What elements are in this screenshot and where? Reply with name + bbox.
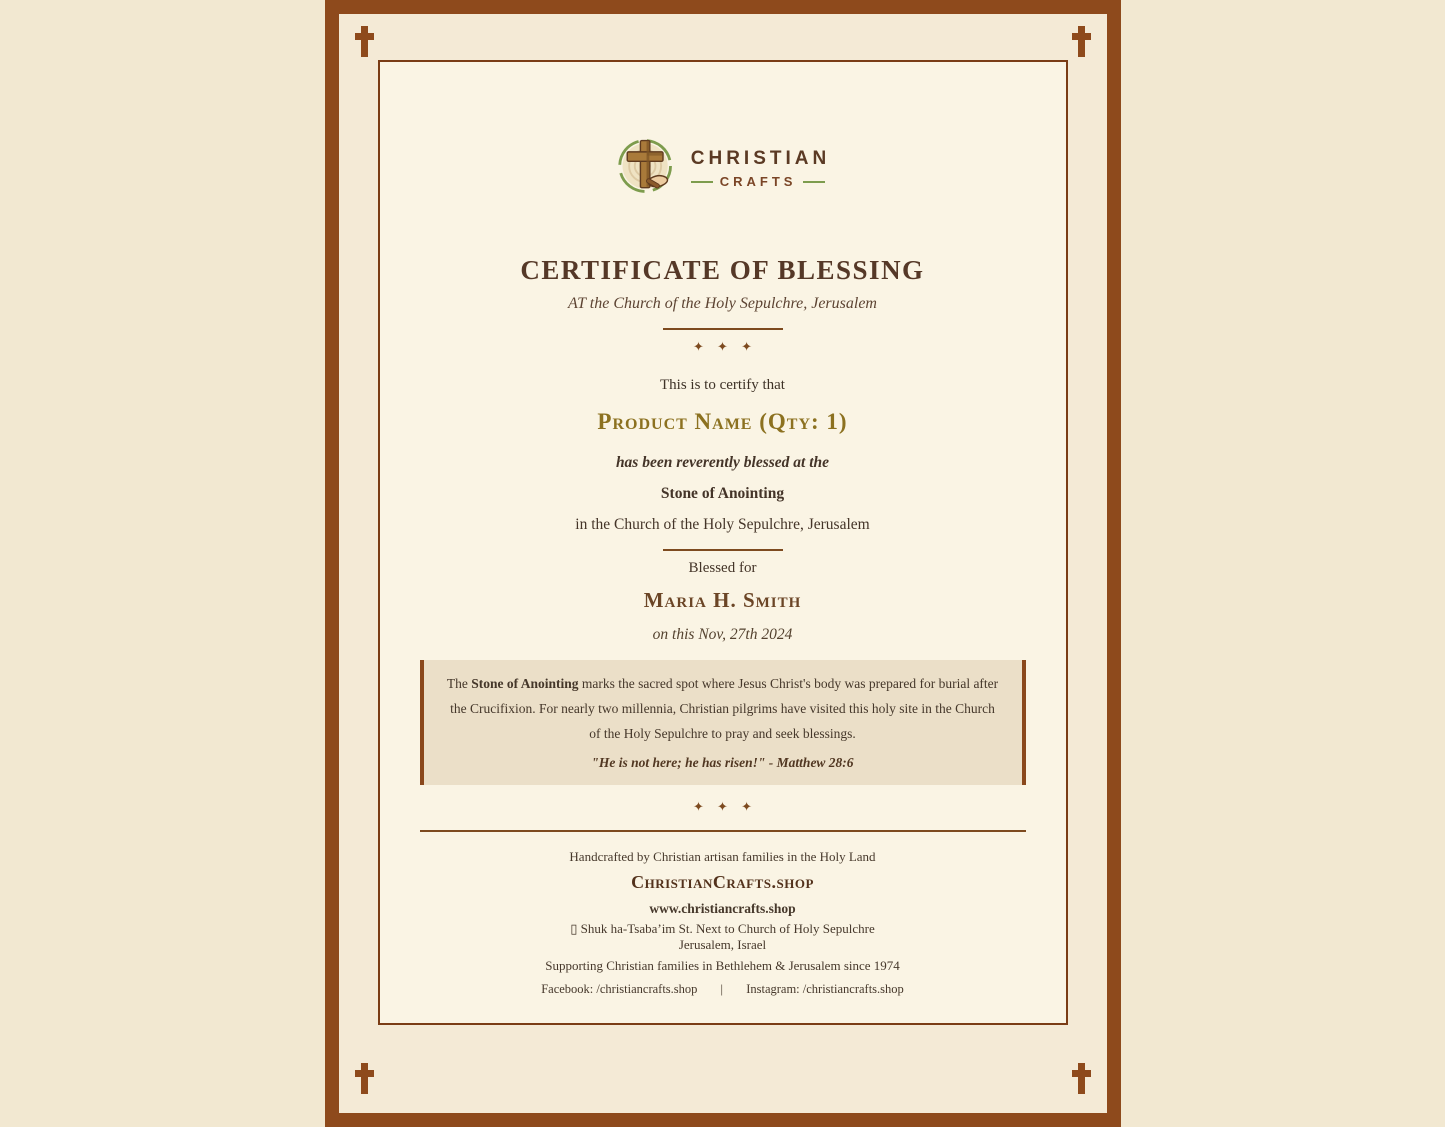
handcrafted-line: Handcrafted by Christian artisan families in the Holy Land [569, 848, 876, 864]
logo-wordmark [691, 148, 830, 189]
address-street: Shuk ha-Tsaba’im St. Next to Church of Holy Sepulchre [580, 920, 875, 936]
wood-cross-logo-icon [615, 134, 679, 203]
logo-brand-row [691, 174, 830, 189]
address-line [380, 921, 1066, 937]
christian-crafts-logo [380, 134, 1066, 203]
cross-icon [1072, 1063, 1091, 1094]
cross-icon [1072, 26, 1091, 57]
social-links-line [380, 982, 1066, 997]
supporting-line: Supporting Christian families in Bethlehem & Jerusalem since 1974 [545, 957, 900, 973]
blessing-location: Stone of Anointing [660, 485, 785, 502]
star-ornament: ✦ ✦ ✦ [693, 340, 752, 355]
dash-icon [691, 181, 713, 183]
info-text-before: The [446, 676, 468, 691]
star-ornament: ✦ ✦ ✦ [693, 799, 752, 815]
facebook-handle: Facebook: /christiancrafts.shop [541, 981, 698, 996]
scripture-quote: "He is not here; he has risen!" - Matthew 28:6 [591, 754, 854, 770]
footer-divider-rule [420, 830, 1026, 832]
address-city: Jerusalem, Israel [678, 936, 767, 952]
info-box-text [444, 672, 1002, 747]
dash-icon [803, 181, 825, 183]
certificate-subtitle: AT the Church of the Holy Sepulchre, Jerusalem [568, 295, 877, 312]
stone-of-anointing-info-box [420, 660, 1026, 785]
product-name: Product Name (Qty: 1) [597, 409, 848, 434]
cross-icon [355, 1063, 374, 1094]
instagram-handle: Instagram: /christiancrafts.shop [746, 981, 904, 996]
info-text-bold: Stone of Anointing [471, 676, 579, 691]
cross-icon [355, 26, 374, 57]
blessed-line: has been reverently blessed at the [615, 454, 830, 471]
certify-line: This is to certify that [660, 377, 785, 393]
recipient-name: Maria H. Smith [643, 588, 802, 612]
certificate-title: CERTIFICATE OF BLESSING [520, 255, 925, 285]
certificate-card [325, 0, 1121, 1127]
footer-brand: ChristianCrafts.shop [631, 871, 814, 892]
blessing-date: on this Nov, 27th 2024 [652, 626, 793, 643]
logo-brand-bottom: CRAFTS [719, 174, 797, 189]
church-line: in the Church of the Holy Sepulchre, Jerusalem [575, 516, 870, 533]
blessed-for-label: Blessed for [688, 560, 757, 576]
divider-rule [663, 328, 783, 330]
divider-rule [663, 549, 783, 551]
info-text-after: marks the sacred spot where Jesus Christ's body was prepared for burial after the Crucifixion. For nearly two millennia, Christian pilgrims have visited this holy site in the Church of the Holy Sepulchre to pray and seek blessings. [450, 676, 999, 741]
separator-bar: | [720, 981, 724, 996]
location-pin-icon: ▯ [570, 921, 578, 937]
website-url: www.christiancrafts.shop [649, 900, 796, 916]
certificate-document [378, 60, 1068, 1025]
logo-brand-top: CHRISTIAN [690, 148, 831, 169]
